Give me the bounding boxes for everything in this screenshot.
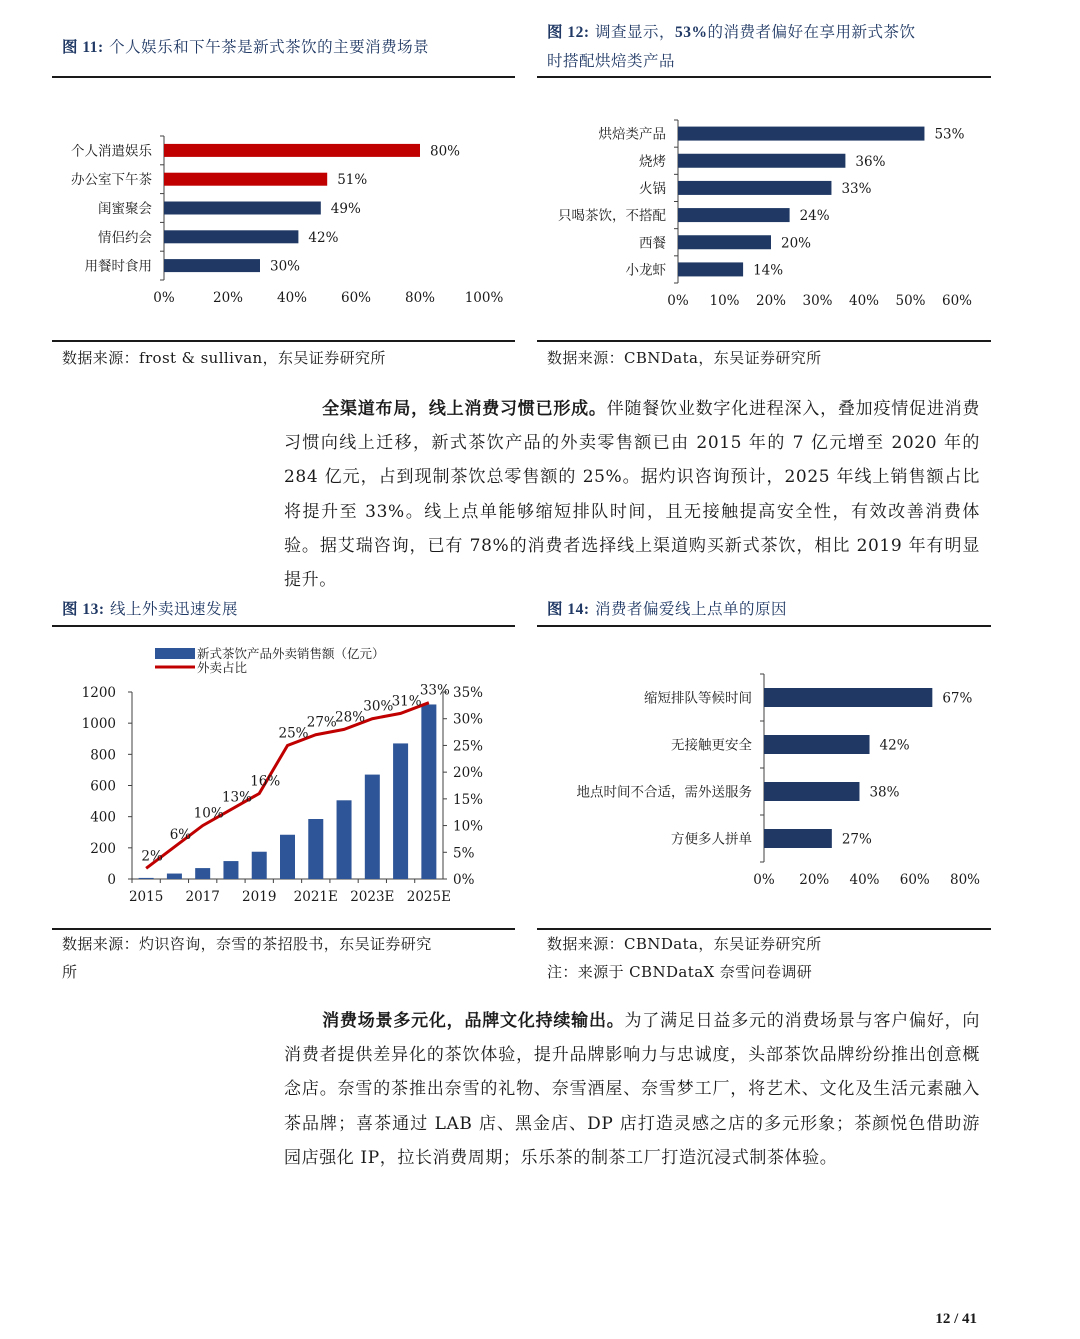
fig14-note: 注：来源于 CBNDataX 奈雪问卷调研 xyxy=(547,963,813,981)
fig14-label: 图 14: xyxy=(547,601,590,618)
fig14-bar xyxy=(764,688,932,707)
fig13-line-label: 16% xyxy=(250,773,281,790)
fig12-title-post: 的消费者偏好在享用新式茶饮 xyxy=(707,23,916,41)
fig14-source xyxy=(547,930,822,986)
fig12-bar xyxy=(678,154,845,168)
fig13-bar xyxy=(337,800,352,879)
fig13-source xyxy=(62,930,432,986)
fig12-bottom-rule xyxy=(537,340,991,342)
fig13-left-tick-label: 200 xyxy=(90,840,116,857)
fig12-bar xyxy=(678,181,831,195)
fig11-bar xyxy=(164,259,260,272)
fig13-line-label: 6% xyxy=(169,826,192,843)
fig14-bar xyxy=(764,782,859,801)
fig13-x-tick-label: 2023E xyxy=(350,889,395,905)
fig13-right-tick-label: 0% xyxy=(453,872,475,888)
fig13-chart xyxy=(52,640,515,910)
fig11-bottom-rule xyxy=(52,340,515,342)
fig11-value-label: 42% xyxy=(308,229,339,246)
fig12-category-label: 西餐 xyxy=(639,235,666,252)
fig11-value-label: 51% xyxy=(337,172,368,189)
fig11-x-tick-label: 60% xyxy=(340,290,372,306)
fig12-title-bold: 53% xyxy=(675,24,708,41)
fig14-value-label: 67% xyxy=(942,690,973,707)
fig13-legend-line-label: 外卖占比 xyxy=(197,660,248,675)
fig11-x-tick-label: 20% xyxy=(212,290,244,306)
fig12-value-label: 33% xyxy=(841,180,872,197)
fig13-bar xyxy=(167,874,182,879)
fig13-x-tick-label: 2025E xyxy=(406,889,451,905)
fig11-chart xyxy=(52,120,515,320)
fig13-line-label: 13% xyxy=(221,789,252,806)
fig12-x-tick-label: 50% xyxy=(895,293,926,309)
fig14-category-label: 无接触更安全 xyxy=(671,737,752,754)
paragraph-2 xyxy=(284,1004,980,1175)
paragraph-2-body: 为了满足日益多元的消费场景与客户偏好，向消费者提供差异化的茶饮体验，提升品牌影响力与忠诚度，头部茶饮品牌纷纷推出创意概念店。奈雪的茶推出奈雪的礼物、奈雪酒屋、奈雪梦工厂，将艺术、文化及生活元素融入茶品牌；喜茶通过 LAB 店、黑金店、DP 店打造灵感之店的多元形象；茶颜悦色借助游园店强化 IP，拉长消费周期；乐乐茶的制茶工厂打造沉浸式制茶体验。 xyxy=(284,1011,981,1168)
fig13-bar xyxy=(252,852,267,879)
fig14-x-tick-label: 20% xyxy=(799,872,830,888)
paragraph-1-lead: 全渠道布局，线上消费习惯已形成。 xyxy=(322,399,607,419)
fig12-category-label: 只喝茶饮，不搭配 xyxy=(558,208,666,225)
fig13-legend-bar-swatch xyxy=(155,648,195,659)
fig14-bar xyxy=(764,829,832,848)
fig11-label: 图 11: xyxy=(62,39,104,56)
fig13-bar xyxy=(139,878,154,879)
fig11-x-tick-label: 100% xyxy=(464,290,504,306)
fig11-category-label: 用餐时食用 xyxy=(84,258,152,275)
fig11-source: 数据来源：frost & sullivan，东吴证券研究所 xyxy=(62,349,386,367)
fig14-source-line: 数据来源：CBNData，东吴证券研究所 xyxy=(547,935,822,953)
fig13-bar xyxy=(223,861,238,879)
fig13-left-tick-label: 400 xyxy=(90,809,116,826)
fig12-x-tick-label: 40% xyxy=(848,293,880,309)
fig13-legend-bar-label: 新式茶饮产品外卖销售额（亿元） xyxy=(197,646,385,661)
fig12-value-label: 53% xyxy=(934,126,965,143)
fig13-line-label: 25% xyxy=(278,725,309,742)
fig14-x-tick-label: 40% xyxy=(849,872,880,888)
fig14-title-text: 消费者偏爱线上点单的原因 xyxy=(594,600,787,618)
fig13-line-label: 33% xyxy=(419,682,450,699)
fig12-bar xyxy=(678,235,771,249)
fig13-left-tick-label: 800 xyxy=(90,747,116,764)
fig11-category-label: 情侣约会 xyxy=(98,229,152,246)
fig12-value-label: 36% xyxy=(855,153,886,170)
fig13-right-tick-label: 5% xyxy=(453,845,475,862)
fig13-left-tick-label: 600 xyxy=(90,778,116,795)
fig12-x-tick-label: 0% xyxy=(667,293,689,309)
fig12-category-label: 烘焙类产品 xyxy=(598,126,666,143)
fig13-right-tick-label: 35% xyxy=(453,685,484,701)
fig13-x-tick-label: 2019 xyxy=(242,889,277,905)
fig12-bar xyxy=(678,127,924,141)
fig14-chart xyxy=(537,672,991,897)
fig14-x-tick-label: 60% xyxy=(899,872,930,888)
fig13-left-tick-label: 0 xyxy=(107,872,116,888)
fig12-bar xyxy=(678,262,743,276)
fig13-right-tick-label: 25% xyxy=(453,738,484,755)
paragraph-2-lead: 消费场景多元化，品牌文化持续输出。 xyxy=(322,1011,625,1031)
fig14-bar xyxy=(764,735,870,754)
fig13-left-tick-label: 1200 xyxy=(81,685,116,701)
fig13-line-label: 31% xyxy=(391,693,422,710)
fig11-value-label: 49% xyxy=(330,201,361,217)
fig14-category-label: 地点时间不合适，需外送服务 xyxy=(576,784,752,801)
fig13-title-text: 线上外卖迅速发展 xyxy=(109,600,238,618)
fig11-x-tick-label: 80% xyxy=(404,290,436,306)
fig13-left-tick-label: 1000 xyxy=(81,716,116,733)
fig11-category-label: 个人消遣娱乐 xyxy=(71,143,152,160)
fig12-label: 图 12: xyxy=(547,24,590,41)
fig13-right-tick-label: 30% xyxy=(453,711,484,728)
fig13-bar xyxy=(308,819,323,879)
fig11-bar xyxy=(164,173,327,186)
fig12-category-label: 烧烤 xyxy=(639,153,666,170)
fig12-title-pre: 调查显示， xyxy=(594,23,675,41)
fig12-title xyxy=(547,18,916,75)
fig12-x-tick-label: 30% xyxy=(802,293,833,309)
paragraph-1 xyxy=(284,392,980,597)
fig12-category-label: 小龙虾 xyxy=(625,262,666,279)
fig11-x-tick-label: 40% xyxy=(276,290,308,306)
fig13-top-rule xyxy=(52,625,515,627)
fig14-category-label: 缩短排队等候时间 xyxy=(644,690,752,707)
fig13-line-label: 2% xyxy=(141,848,163,865)
fig12-title-line2: 时搭配烘焙类产品 xyxy=(547,52,676,70)
fig11-value-label: 80% xyxy=(430,143,461,160)
fig13-line-label: 27% xyxy=(306,714,337,731)
fig12-bar xyxy=(678,208,790,222)
fig13-line-label: 28% xyxy=(335,709,366,726)
fig11-top-rule xyxy=(52,76,515,78)
fig11-value-label: 30% xyxy=(270,258,301,275)
fig13-x-tick-label: 2015 xyxy=(128,889,164,905)
fig13-x-tick-label: 2017 xyxy=(185,889,220,905)
fig11-title xyxy=(62,33,429,62)
fig12-value-label: 14% xyxy=(753,262,784,279)
fig11-category-label: 办公室下午茶 xyxy=(71,172,152,189)
fig13-right-tick-label: 20% xyxy=(453,765,484,782)
fig13-bar xyxy=(195,868,210,879)
fig12-top-rule xyxy=(537,76,991,78)
fig12-value-label: 24% xyxy=(799,208,830,225)
fig13-line-label: 30% xyxy=(363,698,394,715)
fig11-category-label: 闺蜜聚会 xyxy=(98,201,152,217)
fig11-bar xyxy=(164,144,420,157)
fig14-title xyxy=(547,595,787,624)
fig14-x-tick-label: 0% xyxy=(753,872,775,888)
fig14-x-tick-label: 80% xyxy=(949,872,981,888)
fig13-bar xyxy=(365,775,380,879)
paragraph-1-body: 伴随餐饮业数字化进程深入，叠加疫情促进消费习惯向线上迁移，新式茶饮产品的外卖零售额已由 2015 年的 7 亿元增至 2020 年的 284 亿元，占到现制茶饮总零售额的 25%。据灼识咨询预计，2025 年线上销售额占比将提升至 33%。线上点单能够缩短排队时间，且无接触提高安全性，有效改善消费体验。据艾瑞咨询，已有 78%的消费者选择线上渠道购买新式茶饮，相比 2019 年有明显提升。 xyxy=(284,399,980,591)
fig13-line-label: 10% xyxy=(193,805,224,822)
fig13-bar xyxy=(421,704,436,879)
fig12-x-tick-label: 20% xyxy=(755,293,787,309)
fig13-x-tick-label: 2021E xyxy=(293,889,338,905)
fig13-bar xyxy=(280,835,295,879)
fig11-title-text: 个人娱乐和下午茶是新式茶饮的主要消费场景 xyxy=(109,38,430,56)
fig13-title xyxy=(62,595,238,624)
fig13-label: 图 13: xyxy=(62,601,105,618)
fig14-category-label: 方便多人拼单 xyxy=(671,831,752,848)
fig13-bar xyxy=(393,743,408,879)
fig13-right-tick-label: 10% xyxy=(453,818,484,835)
page-number: 12 / 41 xyxy=(935,1311,977,1327)
fig13-right-tick-label: 15% xyxy=(453,791,484,808)
fig12-x-tick-label: 10% xyxy=(709,293,740,309)
fig12-source: 数据来源：CBNData，东吴证券研究所 xyxy=(547,349,822,367)
fig11-bar xyxy=(164,230,298,243)
fig14-top-rule xyxy=(537,625,991,627)
fig11-bar xyxy=(164,202,321,215)
fig11-x-tick-label: 0% xyxy=(153,290,175,306)
fig12-x-tick-label: 60% xyxy=(941,293,973,309)
fig14-value-label: 27% xyxy=(841,831,872,848)
fig14-value-label: 38% xyxy=(869,784,900,801)
fig12-value-label: 20% xyxy=(781,235,812,252)
fig12-category-label: 火锅 xyxy=(639,180,666,197)
fig12-chart xyxy=(537,112,991,322)
fig14-value-label: 42% xyxy=(879,737,910,754)
fig13-source-line2: 所 xyxy=(62,963,78,981)
fig13-source-line1: 数据来源：灼识咨询，奈雪的茶招股书，东吴证券研究 xyxy=(62,935,432,953)
